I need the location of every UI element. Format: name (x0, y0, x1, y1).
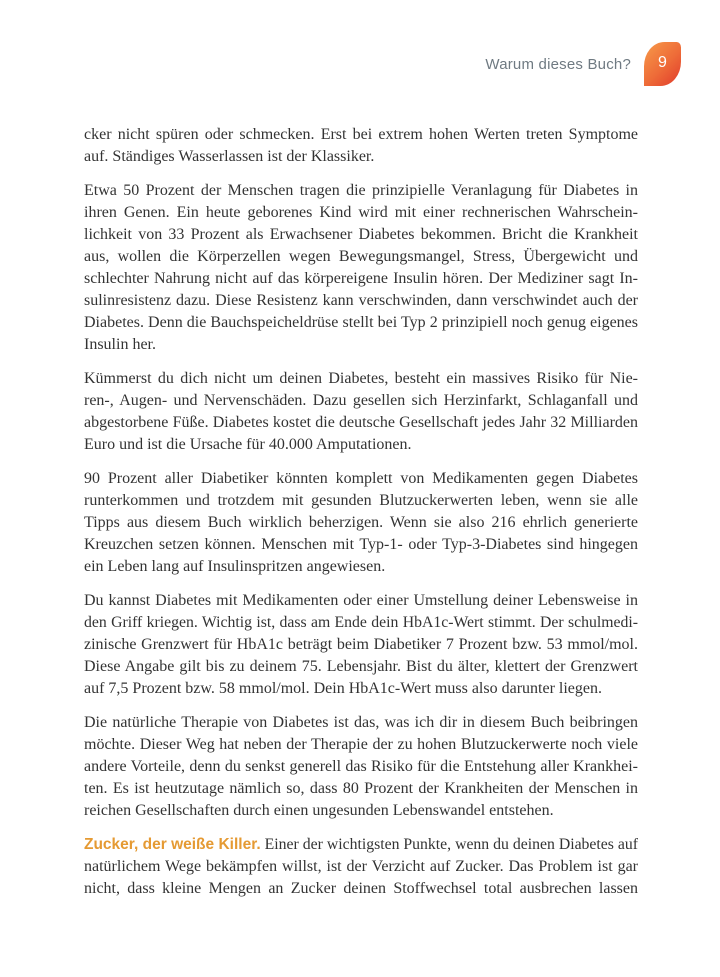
text-line: zinische Grenzwert für HbA1c beträgt beim Diabetiker 7 Prozent bzw. 53 mmol/mol. (84, 636, 638, 653)
paragraph-lead: Zucker, der weiße Killer. (84, 836, 261, 853)
paragraph (84, 468, 638, 578)
page-number: 9 (658, 53, 667, 71)
page-header (485, 42, 681, 86)
text-line: Kümmerst du dich nicht um deinen Diabetes, besteht ein massives Risiko für Nie- (84, 370, 638, 387)
text-line: nicht, dass kleine Mengen an Zucker deinen Stoffwechsel total ausbrechen lassen (84, 880, 638, 897)
text-line: Diese Angabe gilt bis zu deinem 75. Lebensjahr. Bist du älter, klettert der Grenzwert (84, 658, 638, 675)
page-number-badge (644, 42, 681, 86)
text-line: aus, wollen die Körperzellen wegen Bewegungsmangel, Stress, Übergewicht und (84, 248, 638, 265)
text-line: andere Vorteile, denn du senkst generell das Risiko für die Entstehung aller Krankhei- (84, 758, 638, 775)
text-line: reichen Gesellschaften durch einen ungesunden Lebenswandel entstehen. (84, 802, 554, 819)
text-line: Die natürliche Therapie von Diabetes ist das, was ich dir in diesem Buch beibringen (84, 714, 638, 731)
text-line: ren-, Augen- und Nervenschäden. Dazu gesellen sich Herzinfarkt, Schlaganfall und (84, 392, 638, 409)
text-line: auf. Ständiges Wasserlassen ist der Klassiker. (84, 148, 375, 165)
text-line: den Griff kriegen. Wichtig ist, dass am Ende dein HbA1c-Wert stimmt. Der schulmedi- (84, 614, 638, 631)
paragraph (84, 834, 638, 900)
paragraph (84, 180, 638, 356)
text-line: Tipps aus diesem Buch wirklich beherzigen. Wenn sie also 216 ehrlich generierte (84, 514, 638, 531)
text-line: lichkeit von 33 Prozent als Erwachsener Diabetes bekommen. Bricht die Krankheit (84, 226, 638, 243)
text-line: cker nicht spüren oder schmecken. Erst bei extrem hohen Werten treten Symptome (84, 126, 638, 143)
text-line: Euro und ist die Ursache für 40.000 Amputationen. (84, 436, 412, 453)
text-line: ihren Genen. Ein heute geborenes Kind wird mit einer rechnerischen Wahrschein- (84, 204, 638, 221)
paragraph (84, 368, 638, 456)
text-line: schlechter Nahrung nicht auf das körpereigene Insulin hören. Der Mediziner sagt In- (84, 270, 638, 287)
text-line: Etwa 50 Prozent der Menschen tragen die prinzipielle Veranlagung für Diabetes in (84, 182, 638, 199)
text-line: ten. Es ist heutzutage nämlich so, dass 80 Prozent der Krankheiten der Menschen in (84, 780, 638, 797)
text-line: runterkommen und trotzdem mit gesunden Blutzuckerwerten leben, wenn sie alle (84, 492, 638, 509)
text-line: 90 Prozent aller Diabetiker könnten komplett von Medikamenten gegen Diabetes (84, 470, 638, 487)
text-line: ein Leben lang auf Insulinspritzen angewiesen. (84, 558, 386, 575)
text-line: Zucker, der weiße Killer. Einer der wichtigsten Punkte, wenn du deinen Diabetes auf (84, 836, 638, 853)
text-line: Diabetes. Denn die Bauchspeicheldrüse stellt bei Typ 2 prinzipiell noch genug eigenes (84, 314, 638, 331)
text-line: möchte. Dieser Weg hat neben der Therapie der zu hohen Blutzuckerwerte noch viele (84, 736, 638, 753)
text-line: Du kannst Diabetes mit Medikamenten oder einer Umstellung deiner Lebensweise in (84, 592, 638, 609)
paragraph (84, 590, 638, 700)
text-line: auf 7,5 Prozent bzw. 58 mmol/mol. Dein HbA1c-Wert muss also darunter liegen. (84, 680, 602, 697)
text-line: Insulin her. (84, 336, 156, 353)
text-line: Kreuzchen setzen können. Menschen mit Typ-1- oder Typ-3-Diabetes sind hingegen (84, 536, 638, 553)
text-line: sulinresistenz dazu. Diese Resistenz kann verschwinden, dann verschwindet auch der (84, 292, 638, 309)
running-header-title: Warum dieses Buch? (485, 55, 631, 73)
paragraph (84, 712, 638, 822)
text-line: abgestorbene Füße. Diabetes kostet die deutsche Gesellschaft jedes Jahr 32 Milliarden (84, 414, 638, 431)
content (84, 124, 638, 900)
text-line: natürlichem Wege bekämpfen willst, ist der Verzicht auf Zucker. Das Problem ist gar (84, 858, 638, 875)
paragraph (84, 124, 638, 168)
